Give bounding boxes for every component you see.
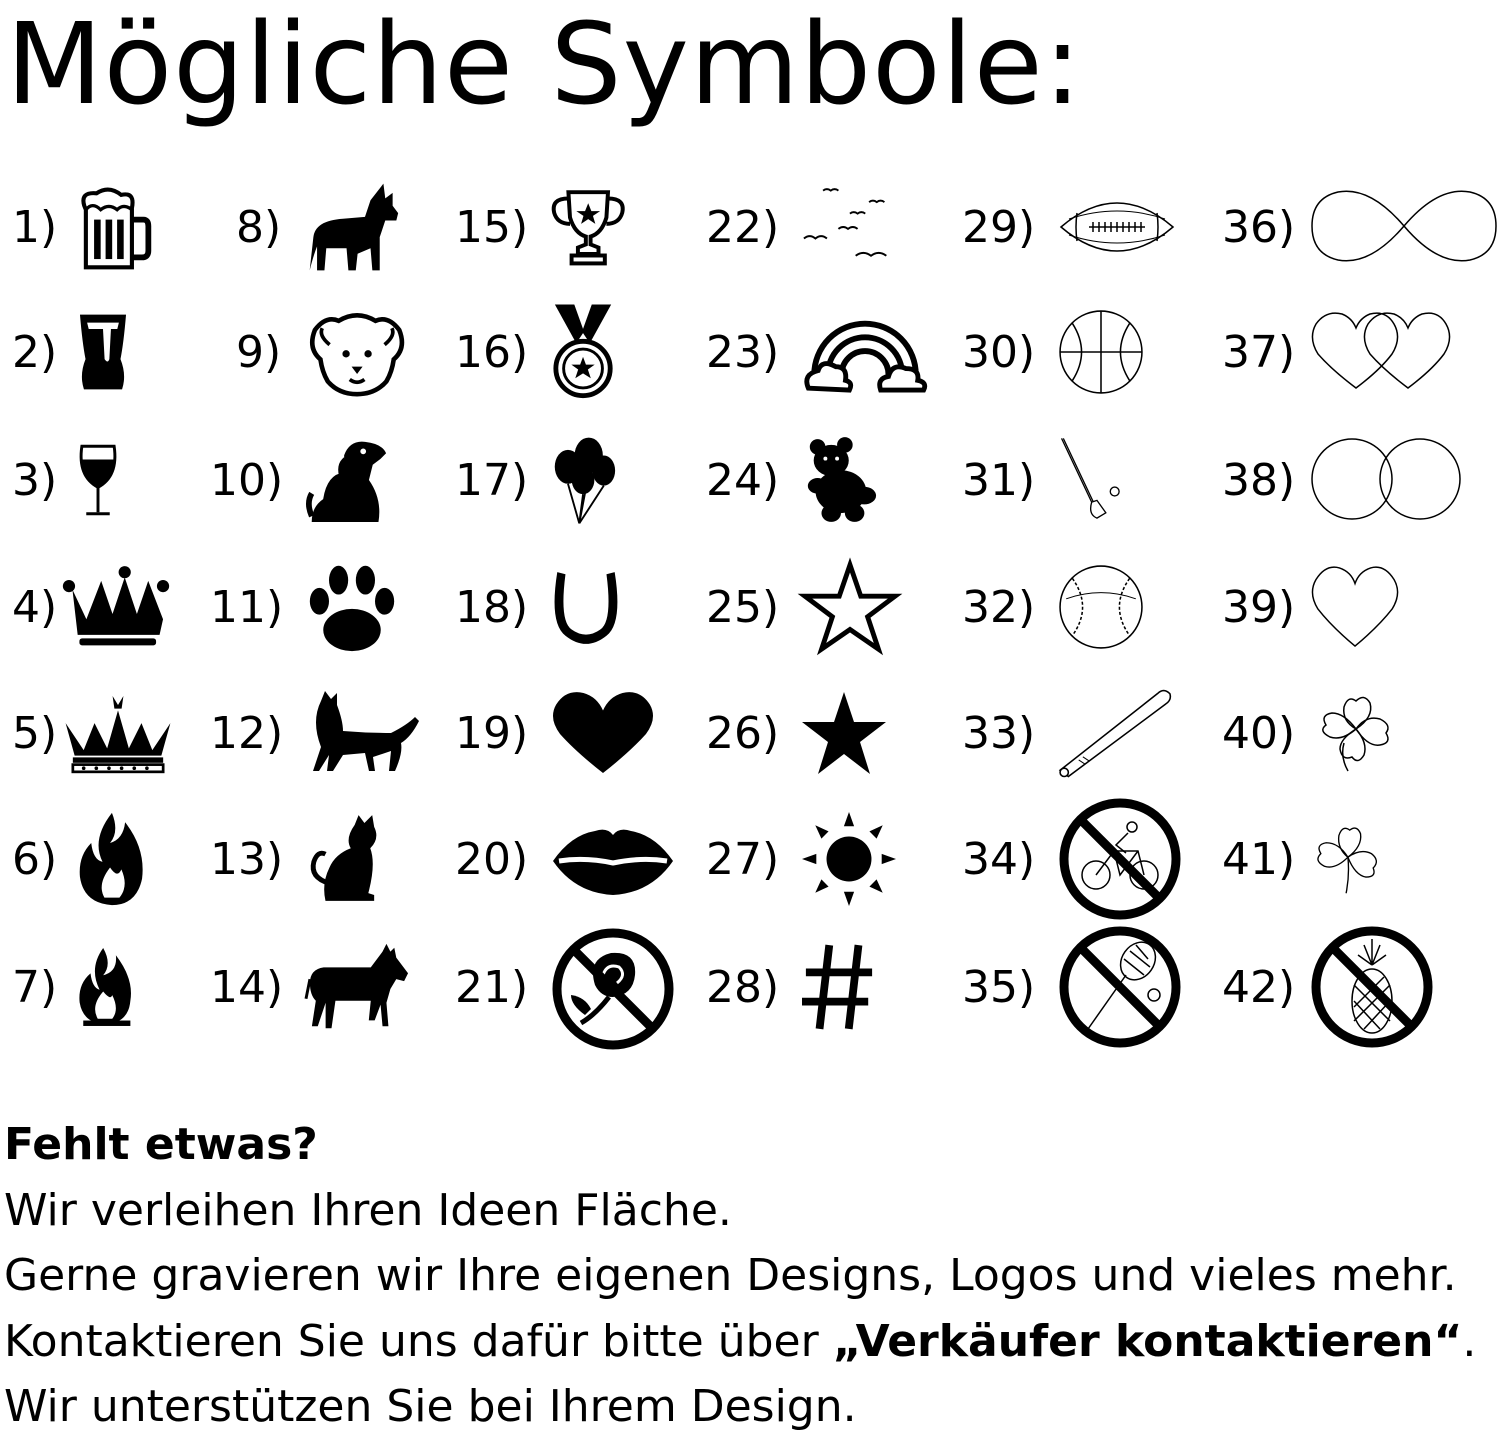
symbol-number: 36): [1222, 202, 1296, 253]
symbol-item: [706, 430, 956, 556]
rainbow-icon: [802, 310, 930, 394]
horseshoe-icon: [551, 566, 623, 648]
symbol-item: [210, 177, 460, 303]
star-filled-icon: [802, 690, 886, 776]
symbol-item: [455, 177, 705, 303]
symbol-item: [210, 683, 460, 809]
symbol-number: 12): [210, 708, 284, 759]
symbol-number: 27): [706, 834, 780, 885]
basketball-icon: [1058, 309, 1144, 395]
symbol-item: [962, 302, 1212, 428]
heart-filled-icon: [551, 691, 655, 775]
symbol-number: 25): [706, 582, 780, 633]
symbol-number: 14): [210, 962, 284, 1013]
hashtag-icon: [802, 942, 876, 1032]
symbol-number: 10): [210, 455, 284, 506]
symbol-number: 39): [1222, 582, 1296, 633]
double-heart-icon: [1310, 310, 1456, 394]
symbol-number: 33): [962, 708, 1036, 759]
symbol-number: 18): [455, 582, 529, 633]
walking-cat-icon: [306, 691, 424, 775]
crown-icon: [62, 562, 170, 652]
footer-heading: Fehlt etwas?: [4, 1119, 318, 1170]
symbol-item: [1222, 683, 1472, 809]
symbol-item: [962, 177, 1212, 303]
footer-line-2: Gerne gravieren wir Ihre eigenen Designs, Logos und vieles mehr.: [4, 1250, 1457, 1301]
symbol-item: [706, 809, 956, 935]
symbol-number: 41): [1222, 834, 1296, 885]
symbol-item: [706, 177, 956, 303]
balloons-icon: [551, 432, 617, 528]
donkey-icon: [306, 942, 410, 1032]
football-icon: [1058, 189, 1176, 265]
trophy-icon: [551, 185, 627, 269]
footer-line-3-suffix: .: [1462, 1315, 1477, 1367]
symbol-number: 6): [12, 834, 58, 885]
symbol-item: [1222, 430, 1472, 556]
symbol-number: 42): [1222, 962, 1296, 1013]
symbol-number: 34): [962, 834, 1036, 885]
symbol-number: 23): [706, 327, 780, 378]
footer-line-4: Wir unterstützen Sie bei Ihrem Design.: [4, 1381, 857, 1432]
interlocked-rings-icon: [1310, 437, 1464, 523]
beer-mug-icon: [76, 180, 150, 274]
symbol-number: 5): [12, 708, 58, 759]
symbol-item: [962, 430, 1212, 556]
teddy-bear-icon: [802, 436, 878, 524]
symbol-item: [455, 302, 705, 428]
symbol-item: [706, 302, 956, 428]
sitting-dog-icon: [306, 435, 388, 525]
symbol-number: 28): [706, 962, 780, 1013]
symbol-item: [455, 809, 705, 935]
sun-icon: [802, 812, 896, 906]
symbol-number: 9): [236, 327, 282, 378]
symbol-item: [1222, 809, 1472, 935]
no-tennis-icon: [1058, 925, 1182, 1049]
wine-glass-icon: [76, 436, 120, 524]
infinity-icon: [1310, 188, 1498, 266]
symbol-number: 11): [210, 582, 284, 633]
symbol-number: 22): [706, 202, 780, 253]
symbol-number: 38): [1222, 455, 1296, 506]
symbol-number: 7): [12, 962, 58, 1013]
symbol-number: 21): [455, 962, 529, 1013]
footer-text: [4, 1112, 1476, 1440]
symbol-item: [210, 937, 460, 1063]
symbol-number: 4): [12, 582, 58, 633]
beer-glass-icon: [76, 307, 130, 397]
puppy-face-icon: [306, 308, 410, 396]
symbol-number: 35): [962, 962, 1036, 1013]
symbol-item: [706, 937, 956, 1063]
medal-icon: [551, 303, 617, 401]
golf-club-icon: [1058, 433, 1120, 527]
sitting-cat-icon: [306, 815, 380, 903]
footer-line-3: [4, 1309, 1476, 1375]
symbol-number: 26): [706, 708, 780, 759]
symbol-number: 8): [236, 202, 282, 253]
no-rose-icon: [551, 925, 675, 1049]
fire-icon: [76, 943, 134, 1031]
symbol-number: 19): [455, 708, 529, 759]
royal-crown-icon: [62, 689, 174, 777]
birds-icon: [802, 185, 894, 269]
four-leaf-clover-icon: [1310, 691, 1400, 775]
symbol-number: 30): [962, 327, 1036, 378]
symbol-item: [962, 809, 1212, 935]
symbol-number: 31): [962, 455, 1036, 506]
no-pineapple-icon: [1310, 925, 1434, 1049]
symbol-number: 37): [1222, 327, 1296, 378]
symbol-number: 3): [12, 455, 58, 506]
symbol-number: 1): [12, 202, 58, 253]
symbol-number: 15): [455, 202, 529, 253]
symbol-item: [455, 937, 705, 1063]
symbol-item: [210, 809, 460, 935]
shepherd-dog-icon: [306, 180, 400, 274]
paw-icon: [306, 561, 398, 653]
symbol-item: [1222, 177, 1472, 303]
symbol-number: 29): [962, 202, 1036, 253]
baseball-icon: [1058, 564, 1144, 650]
symbol-item: [962, 683, 1212, 809]
symbol-number: 20): [455, 834, 529, 885]
baseball-bat-icon: [1058, 685, 1174, 781]
shamrock-icon: [1310, 817, 1384, 901]
symbol-item: [1222, 557, 1472, 683]
symbol-number: 40): [1222, 708, 1296, 759]
symbol-item: [1222, 302, 1472, 428]
symbol-item: [455, 683, 705, 809]
symbol-number: 24): [706, 455, 780, 506]
symbol-number: 2): [12, 327, 58, 378]
symbol-item: [210, 302, 460, 428]
page-title: Mögliche Symbole:: [6, 0, 1083, 130]
footer-line-1: Wir verleihen Ihren Ideen Fläche.: [4, 1184, 732, 1236]
symbol-number: 32): [962, 582, 1036, 633]
symbol-item: [210, 430, 460, 556]
contact-seller-link-text: „Verkäufer kontaktieren“: [832, 1315, 1463, 1367]
star-outline-icon: [802, 561, 898, 653]
symbol-item: [1222, 937, 1472, 1063]
symbol-item: [706, 683, 956, 809]
lips-icon: [551, 821, 675, 897]
symbol-item: [706, 557, 956, 683]
symbol-item: [455, 557, 705, 683]
symbol-item: [962, 557, 1212, 683]
symbol-item: [962, 937, 1212, 1063]
symbol-item: [455, 430, 705, 556]
symbol-number: 17): [455, 455, 529, 506]
heart-outline-icon: [1310, 564, 1402, 650]
flame-icon: [76, 811, 146, 907]
symbol-number: 16): [455, 327, 529, 378]
symbol-number: 13): [210, 834, 284, 885]
no-cycling-icon: [1058, 797, 1182, 921]
symbol-item: [210, 557, 460, 683]
footer-line-3-prefix: Kontaktieren Sie uns dafür bitte über: [4, 1315, 833, 1367]
